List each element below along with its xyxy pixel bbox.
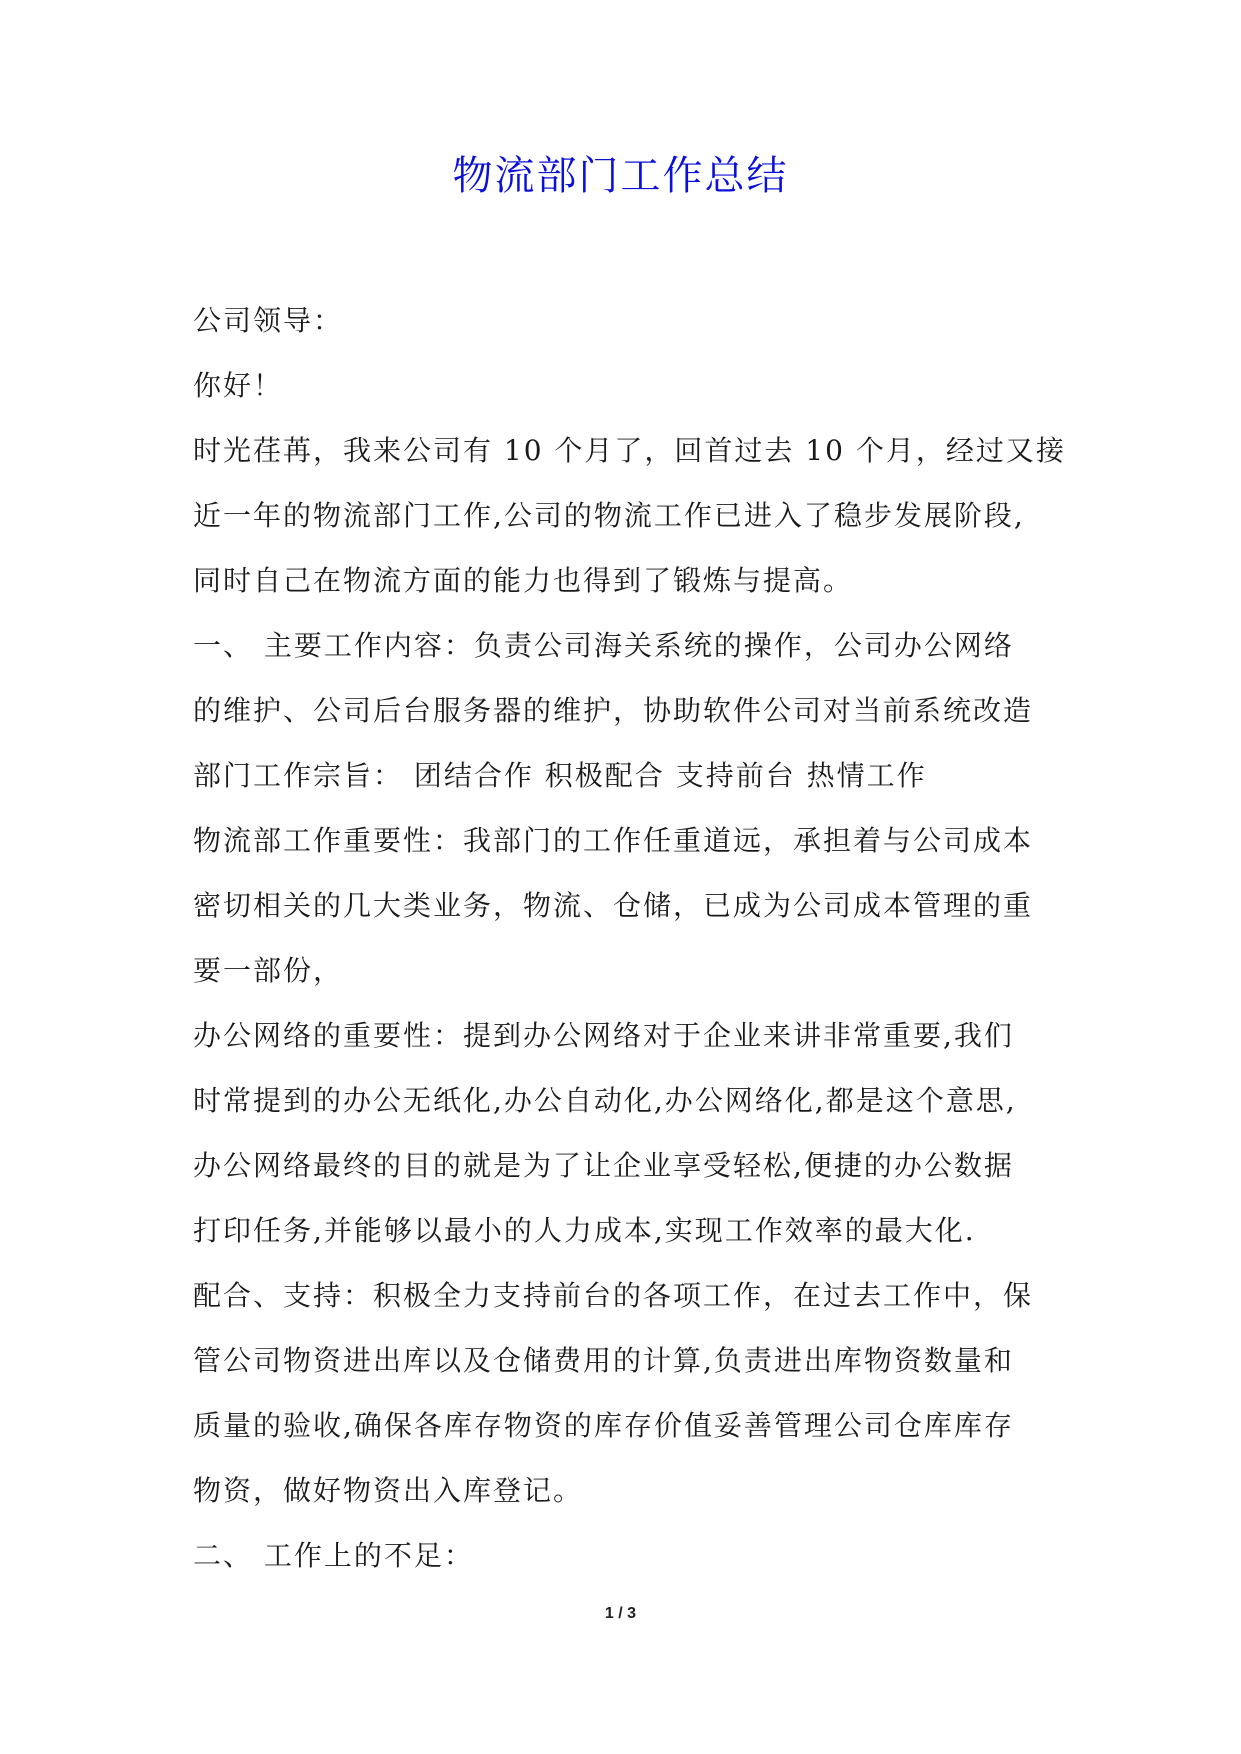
body-line: 时光荏苒，我来公司有 10 个月了，回首过去 10 个月，经过又接	[193, 434, 1066, 467]
body-line: 时常提到的办公无纸化,办公自动化,办公网络化,都是这个意思,	[193, 1084, 1017, 1117]
body-line: 打印任务,并能够以最小的人力成本,实现工作效率的最大化.	[193, 1214, 976, 1247]
body-line: 质量的验收,确保各库存物资的库存价值妥善管理公司仓库库存	[193, 1409, 1014, 1442]
section-heading-line: 二、 工作上的不足：	[193, 1539, 474, 1572]
body-line: 要一部份，	[193, 954, 344, 987]
body-line: 管公司物资进出库以及仓储费用的计算,负责进出库物资数量和	[193, 1344, 1014, 1377]
greeting-line: 你好！	[193, 369, 284, 402]
body-line: 配合、支持：积极全力支持前台的各项工作，在过去工作中，保	[193, 1279, 1034, 1312]
document-body	[193, 288, 1073, 1588]
body-line: 近一年的物流部门工作,公司的物流工作已进入了稳步发展阶段,	[193, 499, 1025, 532]
page-number: 1 / 3	[604, 1605, 637, 1622]
section-heading-line: 一、 主要工作内容：负责公司海关系统的操作，公司办公网络	[193, 629, 1014, 662]
body-line: 同时自己在物流方面的能力也得到了锻炼与提高。	[193, 564, 854, 597]
body-line: 密切相关的几大类业务，物流、仓储，已成为公司成本管理的重	[193, 889, 1034, 922]
document-title: 物流部门工作总结	[452, 153, 789, 199]
salutation-line: 公司领导：	[193, 304, 344, 337]
body-line: 办公网络最终的目的就是为了让企业享受轻松,便捷的办公数据	[193, 1149, 1014, 1182]
body-line: 部门工作宗旨： 团结合作 积极配合 支持前台 热情工作	[193, 759, 927, 792]
body-line: 办公网络的重要性：提到办公网络对于企业来讲非常重要,我们	[193, 1019, 1014, 1052]
body-line: 的维护、公司后台服务器的维护，协助软件公司对当前系统改造	[193, 694, 1034, 727]
body-line: 物流部工作重要性：我部门的工作任重道远，承担着与公司成本	[193, 824, 1034, 857]
body-line: 物资，做好物资出入库登记。	[193, 1474, 584, 1507]
